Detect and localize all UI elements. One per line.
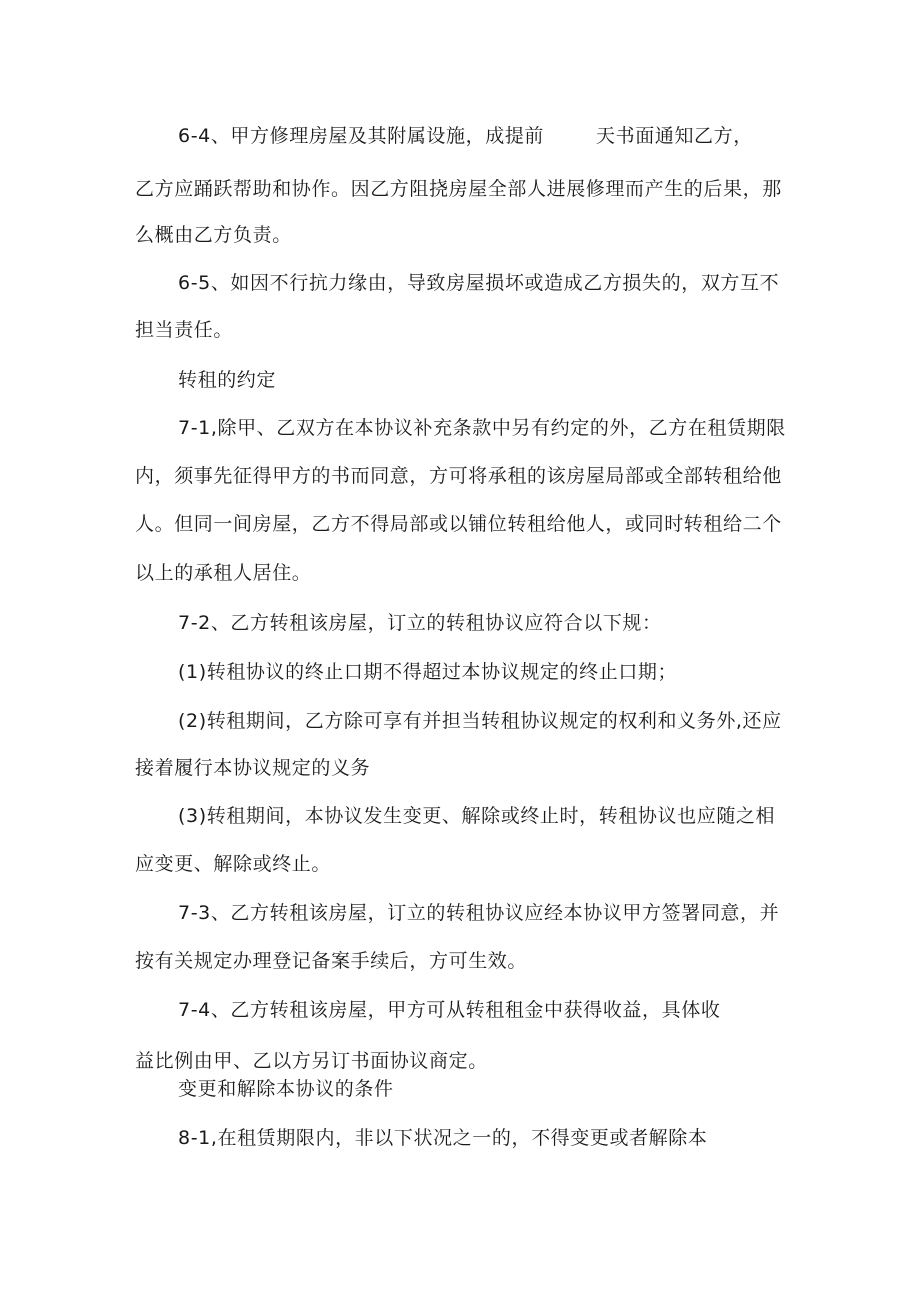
section-heading: 转租的约定 [178,369,277,391]
text-line: 7-1,除甲、乙双方在本协议补充条款中另有约定的外，乙方在租赁期限 [178,417,786,439]
text-line: 接着履行本协议规定的义务 [135,757,371,779]
text-segment: 天书面通知乙方， [596,125,753,147]
text-line: 7-2、乙方转租该房屋，订立的转租协议应符合以下规： [178,612,662,634]
text-line: 7-3、乙方转租该房屋，订立的转租协议应经本协议甲方签署同意，并 [178,902,780,924]
section-heading: 变更和解除本协议的条件 [178,1078,394,1100]
text-line: (1)转租协议的终止口期不得超过本协议规定的终止口期； [178,661,678,683]
text-line: 乙方应踊跃帮助和协作。因乙方阻挠房屋全部人进展修理而产生的后果，那 [135,178,782,200]
text-line: 内，须事先征得甲方的书而同意，方可将承租的该房屋局部或全部转租给他 [135,465,782,487]
text-line: (3)转租期间，本协议发生变更、解除或终止时，转租协议也应随之相 [178,805,776,827]
text-line: 以上的承租人居住。 [135,562,312,584]
text-line: 8-1,在租赁期限内，非以下状况之一的，不得变更或者解除本 [178,1127,708,1149]
text-line: 担当责任。 [135,319,234,341]
text-line [178,124,753,148]
text-line: 7-4、乙方转租该房屋，甲方可从转租租金中获得收益，具体收 [178,999,721,1021]
text-line: (2)转租期间，乙方除可享有并担当转租协议规定的权利和义务外,还应 [178,710,782,732]
text-line: 按有关规定办理登记备案手续后，方可生效。 [135,950,528,972]
text-line: 应变更、解除或终止。 [135,853,332,875]
text-segment: 6-4、甲方修理房屋及其附属设施，成提前 [178,125,545,147]
text-line: 人。但同一间房屋，乙方不得局部或以铺位转租给他人，或同时转租给二个 [135,513,782,535]
text-line: 益比例由甲、乙以方另订书面协议商定。 [135,1050,488,1072]
text-line: 6-5、如因不行抗力缘由，导致房屋损坏或造成乙方损失的，双方互不 [178,272,780,294]
text-line: 么概由乙方负责。 [135,224,292,246]
